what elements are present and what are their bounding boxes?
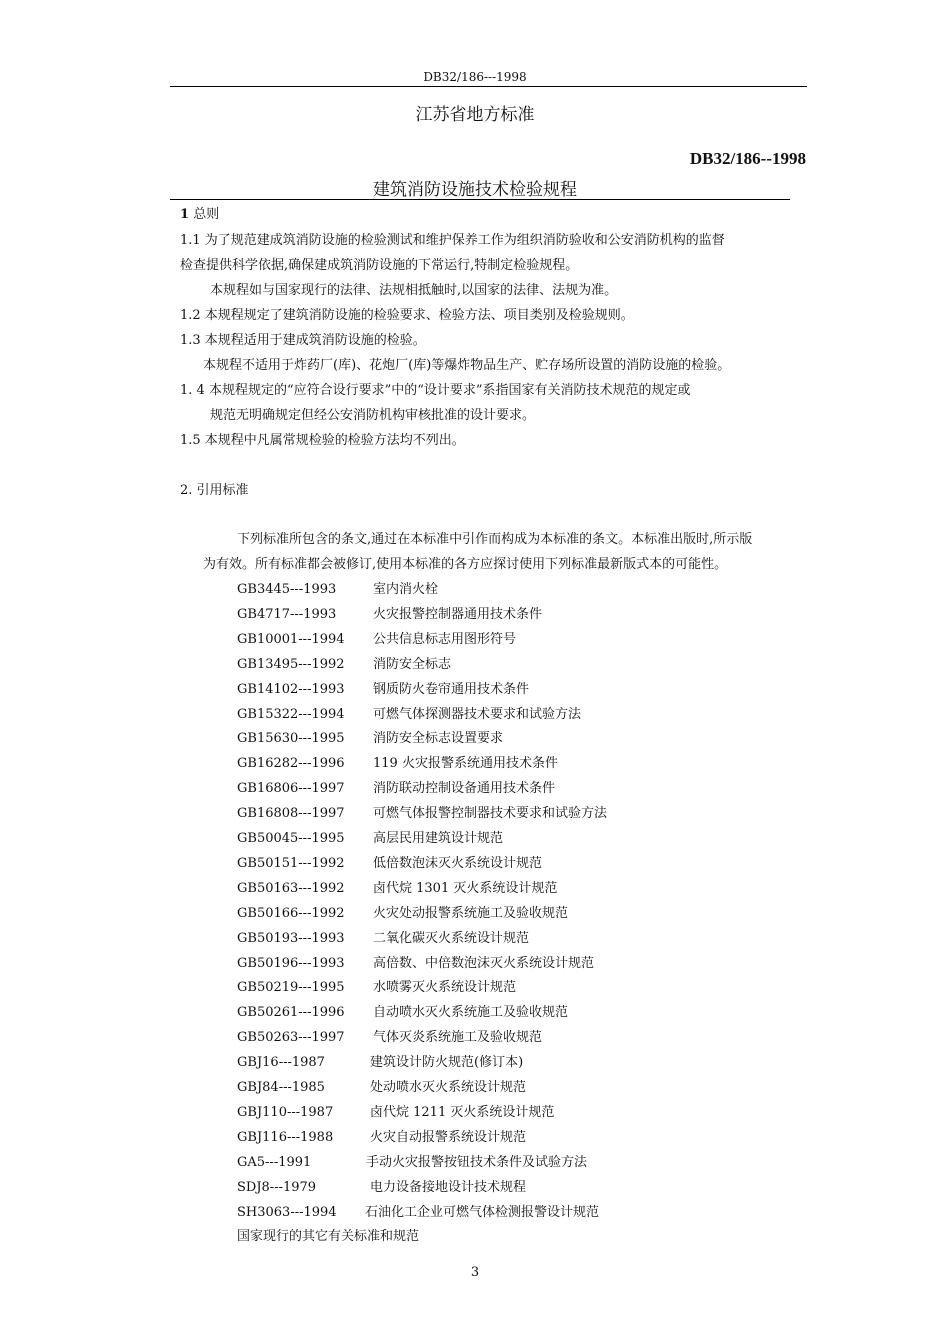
reference-code: GBJ110---1987 (237, 1105, 334, 1120)
reference-code: GB50193---1993 (237, 931, 345, 946)
running-header: DB32/186---1998 (423, 70, 527, 84)
clause-1-1-line-3: 本规程如与国家现行的法律、法规相抵触时,以国家的法律、法规为准。 (210, 283, 618, 298)
reference-title: 公共信息标志用图形符号 (373, 632, 517, 647)
reference-title: 处动喷水灭火系统设计规范 (370, 1080, 527, 1095)
reference-code: GBJ16---1987 (237, 1055, 325, 1070)
reference-code: GBJ116---1988 (237, 1130, 334, 1145)
reference-code: GB4717---1993 (237, 607, 337, 622)
reference-code: GB10001---1994 (237, 632, 345, 647)
reference-code: GB50196---1993 (237, 956, 345, 971)
clause-1-5: 1.5 本规程中凡属常规检验的检验方法均不列出。 (180, 433, 465, 448)
reference-title: 消防安全标志 (373, 657, 452, 672)
reference-title: 自动喷水灭火系统施工及验收规范 (373, 1005, 569, 1020)
reference-title: 火灾自动报警系统设计规范 (370, 1130, 527, 1145)
reference-title: 高层民用建筑设计规范 (373, 831, 504, 846)
reference-title: 火灾处动报警系统施工及验收规范 (373, 906, 569, 921)
reference-code: GB50151---1992 (237, 856, 345, 871)
reference-title: 室内消火栓 (373, 582, 439, 597)
reference-title: 消防安全标志设置要求 (373, 731, 504, 746)
reference-code: GB50045---1995 (237, 831, 345, 846)
reference-code: GB15630---1995 (237, 731, 345, 746)
reference-title: 钢质防火卷帘通用技术条件 (373, 682, 530, 697)
reference-title: 水喷雾灭火系统设计规范 (373, 980, 517, 995)
reference-code: GB16282---1996 (237, 756, 345, 771)
reference-title: 高倍数、中倍数泡沫灭火系统设计规范 (373, 956, 595, 971)
section-2-heading: 2. 引用标准 (180, 483, 249, 498)
reference-title: 可燃气体探测器技术要求和试验方法 (373, 707, 582, 722)
section-2-intro-line-1: 下列标准所包含的条文,通过在本标准中引作而构成为本标准的条文。本标准出版时,所示版 (237, 532, 753, 547)
clause-1-1-line-2: 检查提供科学依据,确保建成筑消防设施的下常运行,特制定检验规程。 (180, 258, 579, 273)
reference-code: GB50219---1995 (237, 980, 345, 995)
section-1-heading (180, 207, 219, 223)
reference-title: 低倍数泡沫灭火系统设计规范 (373, 856, 543, 871)
reference-code: GB16806---1997 (237, 781, 345, 796)
reference-code: SDJ8---1979 (237, 1180, 317, 1195)
reference-title: 火灾报警控制器通用技术条件 (373, 607, 543, 622)
reference-title: 气体灭炎系统施工及验收规范 (373, 1030, 543, 1045)
reference-title: 可燃气体报警控制器技术要求和试验方法 (373, 806, 608, 821)
reference-code: SH3063---1994 (237, 1205, 337, 1220)
reference-closing: 国家现行的其它有关标准和规范 (237, 1229, 420, 1244)
org-title: 江苏省地方标准 (415, 105, 535, 125)
clause-1-4-line-2: 规范无明确规定但经公安消防机构审核批准的设计要求。 (210, 408, 536, 423)
reference-title: 卤代烷 1301 灭火系统设计规范 (373, 881, 558, 896)
reference-title: 卤代烷 1211 灭火系统设计规范 (370, 1105, 555, 1120)
reference-title: 消防联动控制设备通用技术条件 (373, 781, 556, 796)
reference-code: GB14102---1993 (237, 682, 345, 697)
clause-1-2: 1.2 本规程规定了建筑消防设施的检验要求、检验方法、项目类别及检验规则。 (180, 308, 634, 323)
title-rule (170, 199, 790, 200)
clause-1-3-line-1: 1.3 本规程适用于建成筑消防设施的检验。 (180, 333, 426, 348)
page-number: 3 (470, 1265, 480, 1280)
reference-title: 建筑设计防火规范(修订本) (370, 1055, 524, 1070)
reference-title: 手动火灾报警按钮技术条件及试验方法 (366, 1155, 588, 1170)
standard-number: DB32/186--1998 (689, 149, 806, 168)
reference-code: GA5---1991 (237, 1155, 312, 1170)
document-title: 建筑消防设施技术检验规程 (373, 180, 577, 200)
reference-code: GBJ84---1985 (237, 1080, 325, 1095)
clause-1-3-line-2: 本规程不适用于炸药厂(库)、花炮厂(库)等爆炸物品生产、贮存场所设置的消防设施的检验。 (203, 358, 731, 373)
clause-1-1-line-1: 1.1 为了规范建成筑消防设施的检验测试和维护保养工作为组织消防验收和公安消防机构的监督 (180, 233, 725, 248)
reference-title: 石油化工企业可燃气体检测报警设计规范 (365, 1205, 600, 1220)
reference-title: 119 火灾报警系统通用技术条件 (373, 756, 558, 771)
reference-code: GB13495---1992 (237, 657, 345, 672)
section-2-intro-line-2: 为有效。所有标准都会被修订,使用本标准的各方应探讨使用下列标准最新版式本的可能性。 (203, 557, 728, 572)
reference-code: GB16808---1997 (237, 806, 345, 821)
section-1-title: 总则 (193, 207, 220, 222)
reference-code: GB15322---1994 (237, 707, 345, 722)
reference-code: GB50166---1992 (237, 906, 345, 921)
reference-title: 二氧化碳灭火系统设计规范 (373, 931, 530, 946)
reference-code: GB3445---1993 (237, 582, 337, 597)
header-rule (170, 86, 807, 87)
reference-code: GB50263---1997 (237, 1030, 345, 1045)
reference-title: 电力设备接地设计技术规程 (370, 1180, 527, 1195)
clause-1-4-line-1: 1. 4 本规程规定的“应符合设行要求”中的“设计要求”系指国家有关消防技术规范的规定或 (180, 383, 691, 398)
reference-code: GB50163---1992 (237, 881, 345, 896)
reference-code: GB50261---1996 (237, 1005, 345, 1020)
section-1-number: 1 (180, 207, 190, 222)
